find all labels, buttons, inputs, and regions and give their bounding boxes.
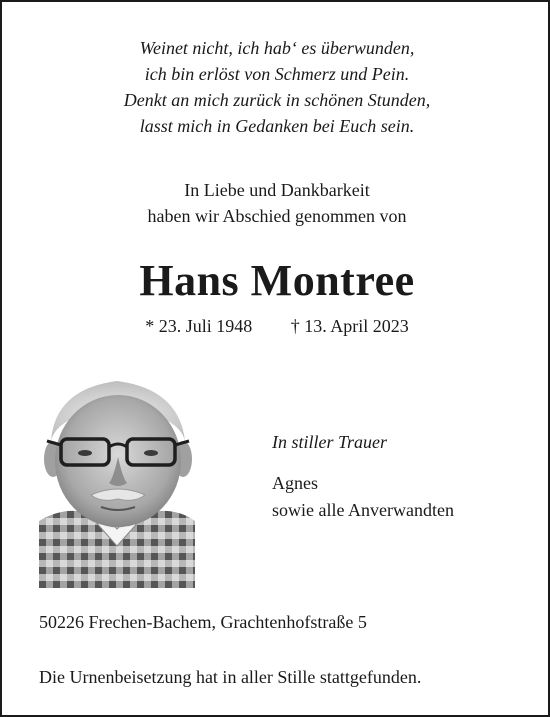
poem-line: Denkt an mich zurück in schönen Stunden, <box>123 90 431 110</box>
portrait-photo <box>39 371 195 588</box>
mourner-name: sowie alle Anverwandten <box>272 500 454 520</box>
life-dates <box>2 314 550 338</box>
mourner-name: Agnes <box>272 473 318 493</box>
birth-date: * 23. Juli 1948 <box>145 316 253 336</box>
portrait-illustration <box>39 371 195 588</box>
deceased-name: Hans Montree <box>139 256 415 305</box>
mourning-heading: In stiller Trauer <box>272 432 388 452</box>
intro-line: In Liebe und Dankbarkeit <box>184 180 370 200</box>
poem-line: Weinet nicht, ich hab‘ es überwunden, <box>139 38 415 58</box>
poem <box>2 35 550 139</box>
poem-line: ich bin erlöst von Schmerz und Pein. <box>144 64 410 84</box>
address: 50226 Frechen-Bachem, Grachtenhofstraße 5 <box>39 612 367 632</box>
death-date: † 13. April 2023 <box>290 316 409 336</box>
poem-line: lasst mich in Gedanken bei Euch sein. <box>139 116 415 136</box>
burial-note: Die Urnenbeisetzung hat in aller Stille stattgefunden. <box>39 667 422 687</box>
intro-text <box>2 177 550 229</box>
mourners-block <box>272 430 454 524</box>
intro-line: haben wir Abschied genommen von <box>147 206 407 226</box>
